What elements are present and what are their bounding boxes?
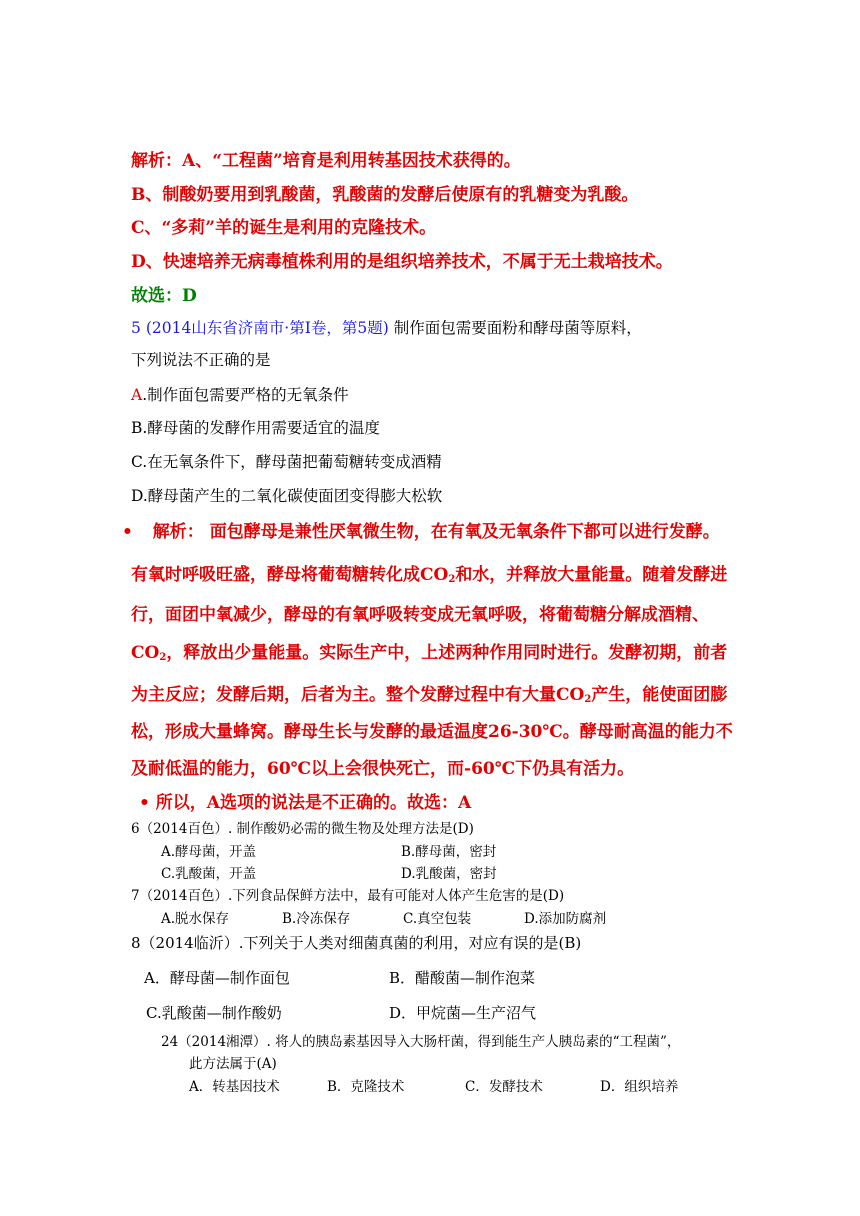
q5-option-a-letter: A <box>131 386 143 404</box>
analysis5-line-1 <box>122 517 720 542</box>
analysis5-text-5b: 产生，能使面团膨 <box>591 685 728 705</box>
q6-option-a: A.酵母菌，开盖 <box>161 844 257 860</box>
analysis5-text-4a: CO <box>131 643 160 663</box>
answer-line: 故选：D <box>131 286 197 306</box>
q24-stem-line-2: 此方法属于(A) <box>189 1056 277 1072</box>
q5-stem-line-1 <box>131 316 642 338</box>
analysis-line-3: C、“多莉”羊的诞生是利用的克隆技术。 <box>131 218 437 238</box>
q8-option-d: D．甲烷菌—生产沼气 <box>389 1004 537 1022</box>
q8-option-a: A．酵母菌—制作面包 <box>144 969 290 987</box>
analysis-line-4: D、快速培养无病毒植株利用的是组织培养技术，不属于无土栽培技术。 <box>131 252 673 272</box>
analysis5-line-8: • 所以，A选项的说法是不正确的。故选：A <box>139 793 472 813</box>
subscript: 2 <box>584 694 592 705</box>
analysis-line-2: B、制酸奶要用到乳酸菌，乳酸菌的发酵后使原有的乳糖变为乳酸。 <box>131 185 639 205</box>
q24-stem-line-1: 24（2014湘潭）. 将人的胰岛素基因导入大肠杆菌，得到能生产人胰岛素的“工程菌”， <box>161 1034 681 1050</box>
q6-stem: 6（2014百色）. 制作酸奶必需的微生物及处理方法是(D) <box>131 821 474 837</box>
bullet-icon: • <box>122 522 133 542</box>
q5-source: (2014山东省济南市·第Ⅰ卷，第5题) <box>145 319 389 337</box>
q24-option-d: D．组织培养 <box>600 1079 679 1095</box>
q8-option-c: C.乳酸菌—制作酸奶 <box>146 1004 282 1022</box>
q5-option-a <box>131 383 349 405</box>
subscript: 2 <box>159 652 167 663</box>
analysis5-text-5a: 为主反应；发酵后期，后者为主。整个发酵过程中有大量CO <box>131 685 585 705</box>
q24-option-c: C．发酵技术 <box>465 1079 543 1095</box>
analysis5-text-4b: ，释放出少量能量。实际生产中，上述两种作用同时进行。发酵初期，前者 <box>166 643 728 663</box>
analysis5-line-2 <box>131 560 727 585</box>
q6-option-b: B.酵母菌，密封 <box>401 844 497 860</box>
q5-option-d: D.酵母菌产生的二氧化碳使面团变得膨大松软 <box>131 487 443 505</box>
analysis5-line-4 <box>131 638 727 663</box>
q5-option-b: B.酵母菌的发酵作用需要适宜的温度 <box>131 419 380 437</box>
q7-option-d: D.添加防腐剂 <box>524 911 607 927</box>
subscript: 2 <box>448 574 456 585</box>
q8-stem: 8（2014临沂）.下列关于人类对细菌真菌的利用，对应有误的是(B) <box>131 934 582 952</box>
q7-stem: 7（2014百色）.下列食品保鲜方法中，最有可能对人体产生危害的是(D) <box>131 888 565 904</box>
analysis5-text-1: 解析： 面包酵母是兼性厌氧微生物，在有氧及无氧条件下都可以进行发酵。 <box>152 522 720 542</box>
q5-number: 5 <box>131 319 141 337</box>
analysis5-line-6: 松，形成大量蜂窝。酵母生长与发酵的最适温度26-30℃。酵母耐高温的能力不 <box>131 722 733 742</box>
q24-option-a: A．转基因技术 <box>189 1079 280 1095</box>
q24-option-b: B．克隆技术 <box>327 1079 405 1095</box>
analysis5-line-5 <box>131 680 727 705</box>
q6-option-d: D.乳酸菌，密封 <box>401 866 497 882</box>
analysis5-text-2a: 有氧时呼吸旺盛，酵母将葡萄糖转化成CO <box>131 565 449 585</box>
q7-option-a: A.脱水保存 <box>161 911 230 927</box>
q7-option-c: C.真空包装 <box>403 911 472 927</box>
q5-stem-text: 制作面包需要面粉和酵母菌等原料， <box>393 319 642 337</box>
q8-option-b: B．醋酸菌—制作泡菜 <box>389 969 536 987</box>
q5-option-a-text: .制作面包需要严格的无氧条件 <box>142 386 349 404</box>
analysis5-line-3: 行，面团中氧减少，酵母的有氧呼吸转变成无氧呼吸，将葡萄糖分解成酒精、 <box>131 605 709 625</box>
analysis5-text-2b: 和水，并释放大量能量。随着发酵进 <box>455 565 728 585</box>
q7-option-b: B.冷冻保存 <box>282 911 351 927</box>
analysis-line-1: 解析：A、“工程菌”培育是利用转基因技术获得的。 <box>131 151 521 171</box>
q5-stem-line-2: 下列说法不正确的是 <box>131 351 271 369</box>
q6-option-c: C.乳酸菌，开盖 <box>161 866 257 882</box>
q5-option-c: C.在无氧条件下，酵母菌把葡萄糖转变成酒精 <box>131 453 442 471</box>
analysis5-line-7: 及耐低温的能力，60℃以上会很快死亡，而-60℃下仍具有活力。 <box>131 759 635 779</box>
